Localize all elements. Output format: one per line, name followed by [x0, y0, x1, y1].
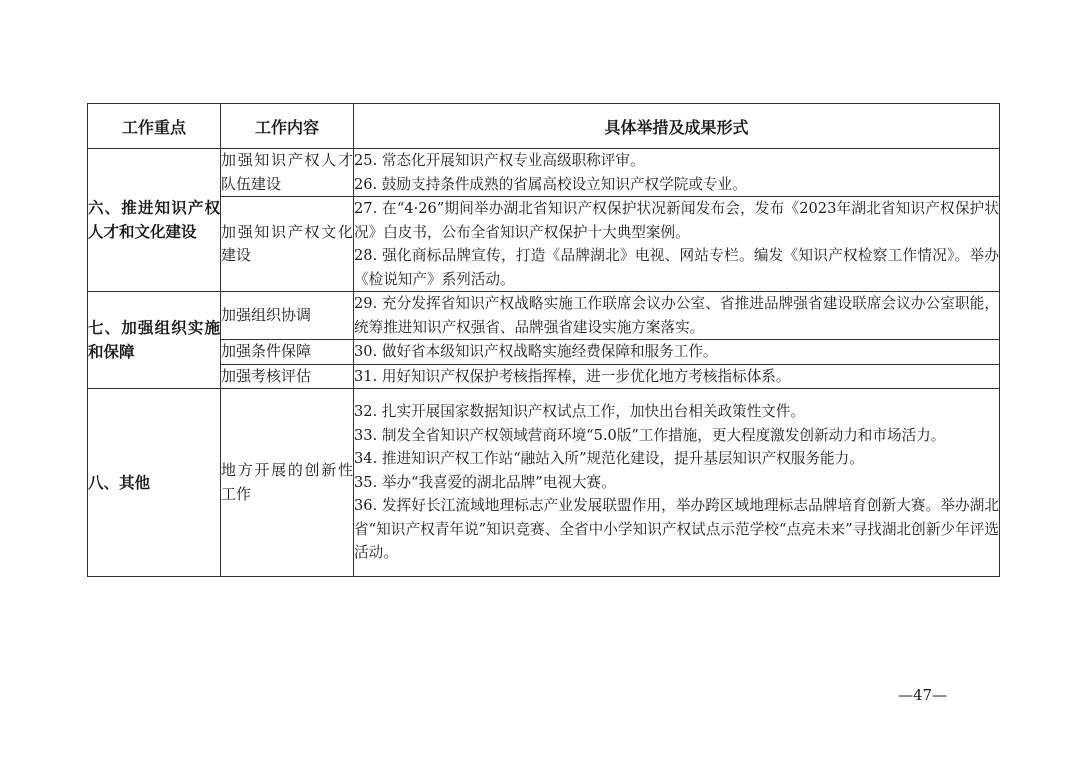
measure-item: 34. 推进知识产权工作站“融站入所”规范化建设，提升基层知识产权服务能力。 [354, 450, 864, 468]
measure-item: 28. 强化商标品牌宣传，打造《品牌湖北》电视、网站专栏。编发《知识产权检察工作情况》。举办《检说知产》系列活动。 [354, 247, 999, 288]
table-row [88, 364, 1000, 389]
section-key-other: 八、其他 [88, 389, 221, 577]
measures-cell [354, 149, 1000, 197]
measure-item: 31. 用好知识产权保护考核指挥棒，进一步优化地方考核指标体系。 [354, 367, 791, 385]
section-key-talent-culture: 六、推进知识产权人才和文化建设 [88, 149, 221, 292]
table-row [88, 340, 1000, 365]
table-row [88, 149, 1000, 197]
measure-item: 32. 扎实开展国家数据知识产权试点工作，加快出台相关政策性文件。 [354, 403, 806, 421]
measures-cell [354, 389, 1000, 577]
table-header-row [88, 104, 1000, 149]
measure-item: 36. 发挥好长江流域地理标志产业发展联盟作用，举办跨区域地理标志品牌培育创新大赛。举办湖北省“知识产权青年说”知识竞赛、全省中小学知识产权试点示范学校“点亮未来”寻找湖北创新少年评选活动。 [354, 497, 999, 562]
measures-cell [354, 340, 1000, 365]
work-content-conditions: 加强条件保障 [221, 340, 354, 365]
work-content-coordination: 加强组织协调 [221, 292, 354, 340]
measure-item: 33. 制发全省知识产权领域营商环境“5.0版”工作措施，更大程度激发创新动力和市场活力。 [354, 426, 946, 444]
work-plan-table [87, 103, 1000, 577]
work-content-talent: 加强知识产权人才队伍建设 [221, 149, 354, 197]
header-measures: 具体举措及成果形式 [354, 104, 1000, 149]
measures-cell [354, 197, 1000, 292]
header-key-focus: 工作重点 [88, 104, 221, 149]
page-number: —47— [898, 686, 948, 704]
measure-item: 30. 做好省本级知识产权战略实施经费保障和服务工作。 [354, 343, 718, 360]
measure-item: 29. 充分发挥省知识产权战略实施工作联席会议办公室、省推进品牌强省建设联席会议办公室职能，统筹推进知识产权强省、品牌强省建设实施方案落实。 [354, 295, 999, 336]
table-row [88, 292, 1000, 340]
table-row [88, 389, 1000, 577]
work-content-culture: 加强知识产权文化建设 [221, 197, 354, 292]
measures-cell [354, 292, 1000, 340]
section-key-organization: 七、加强组织实施和保障 [88, 292, 221, 389]
measure-item: 35. 举办“我喜爱的湖北品牌”电视大赛。 [354, 473, 616, 491]
measures-cell [354, 364, 1000, 389]
measure-item: 25. 常态化开展知识产权专业高级职称评审。 [354, 152, 645, 169]
header-work-content: 工作内容 [221, 104, 354, 149]
work-content-assessment: 加强考核评估 [221, 364, 354, 389]
work-content-local-innovation: 地方开展的创新性工作 [221, 389, 354, 577]
measure-item: 26. 鼓励支持条件成熟的省属高校设立知识产权学院或专业。 [354, 175, 747, 193]
table-row [88, 197, 1000, 292]
measure-item: 27. 在“4·26”期间举办湖北省知识产权保护状况新闻发布会，发布《2023年湖北省知识产权保护状况》白皮书，公布全省知识产权保护十大典型案例。 [354, 200, 999, 241]
